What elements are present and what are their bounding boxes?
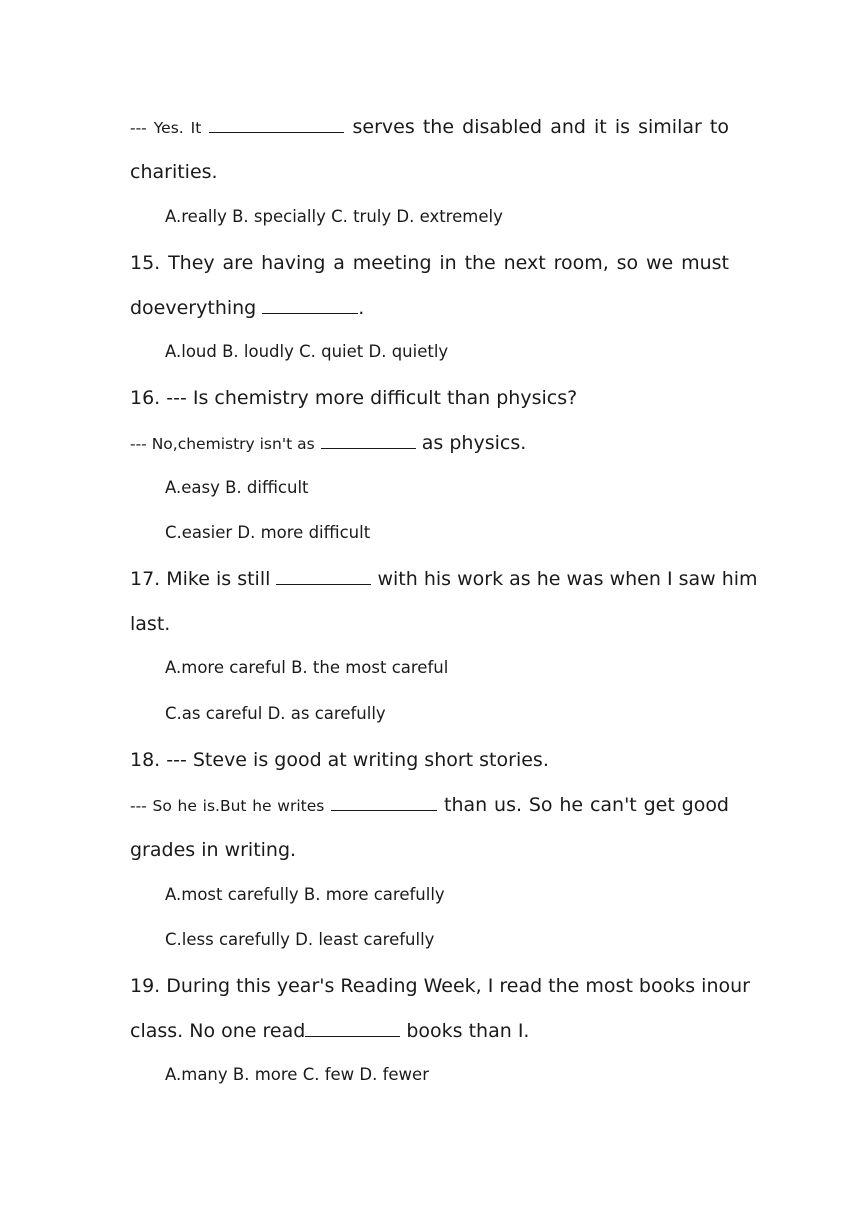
q14-answer-rest: serves the disabled and it is similar to [352, 116, 729, 138]
q19-options: A.many B. more C. few D. fewer [165, 1065, 429, 1084]
q18-options-1: A.most carefully B. more carefully [165, 885, 445, 904]
q14-answer-prefix: --- Yes. It [130, 119, 202, 137]
q17-question-line1 [130, 567, 758, 591]
q17-question-prefix: 17. Mike is still [130, 568, 271, 590]
q19-question-line2 [130, 1019, 729, 1043]
q19-question-line1: 19. During this year's Reading Week, I read the most books inour [130, 975, 750, 997]
q15-question-line1: 15. They are having a meeting in the next room, so we must [130, 252, 729, 274]
q19-question-suffix: books than I. [406, 1020, 530, 1042]
q17-blank[interactable] [276, 567, 371, 585]
q17-question-suffix: with his work as he was when I saw him [377, 568, 758, 590]
q15-blank[interactable] [262, 296, 358, 314]
q16-question-prefix: --- No,chemistry isn't as [130, 435, 315, 453]
q18-question-suffix: than us. So he can't get good [444, 794, 729, 816]
q15-question-line2 [130, 296, 729, 320]
q19-blank[interactable] [305, 1019, 400, 1037]
q16-question-line1: 16. --- Is chemistry more difficult than physics? [130, 387, 578, 409]
q16-question-suffix: as physics. [421, 432, 527, 454]
q18-question-line2 [130, 793, 729, 818]
q14-options: A.really B. specially C. truly D. extremely [165, 207, 503, 226]
q16-options-2: C.easier D. more difficult [165, 523, 371, 542]
q18-question-line1: 18. --- Steve is good at writing short stories. [130, 749, 549, 771]
q14-answer-line2: charities. [130, 161, 218, 183]
q18-question-prefix: --- So he is.But he writes [130, 797, 325, 815]
q15-options: A.loud B. loudly C. quiet D. quietly [165, 342, 449, 361]
q14-blank[interactable] [209, 115, 344, 133]
q16-blank[interactable] [321, 431, 416, 449]
q16-options-1: A.easy B. difficult [165, 478, 309, 497]
q17-options-1: A.more careful B. the most careful [165, 658, 449, 677]
q17-question-line2: last. [130, 613, 171, 635]
q18-options-2: C.less carefully D. least carefully [165, 930, 435, 949]
q18-blank[interactable] [331, 793, 437, 811]
q16-question-line2 [130, 431, 729, 456]
q18-question-line3: grades in writing. [130, 839, 297, 861]
q15-question-suffix: . [358, 297, 365, 319]
q17-options-2: C.as careful D. as carefully [165, 704, 386, 723]
q19-question-prefix: class. No one read [130, 1020, 306, 1042]
q15-question-prefix: doeverything [130, 297, 257, 319]
q14-answer-line [130, 115, 729, 140]
